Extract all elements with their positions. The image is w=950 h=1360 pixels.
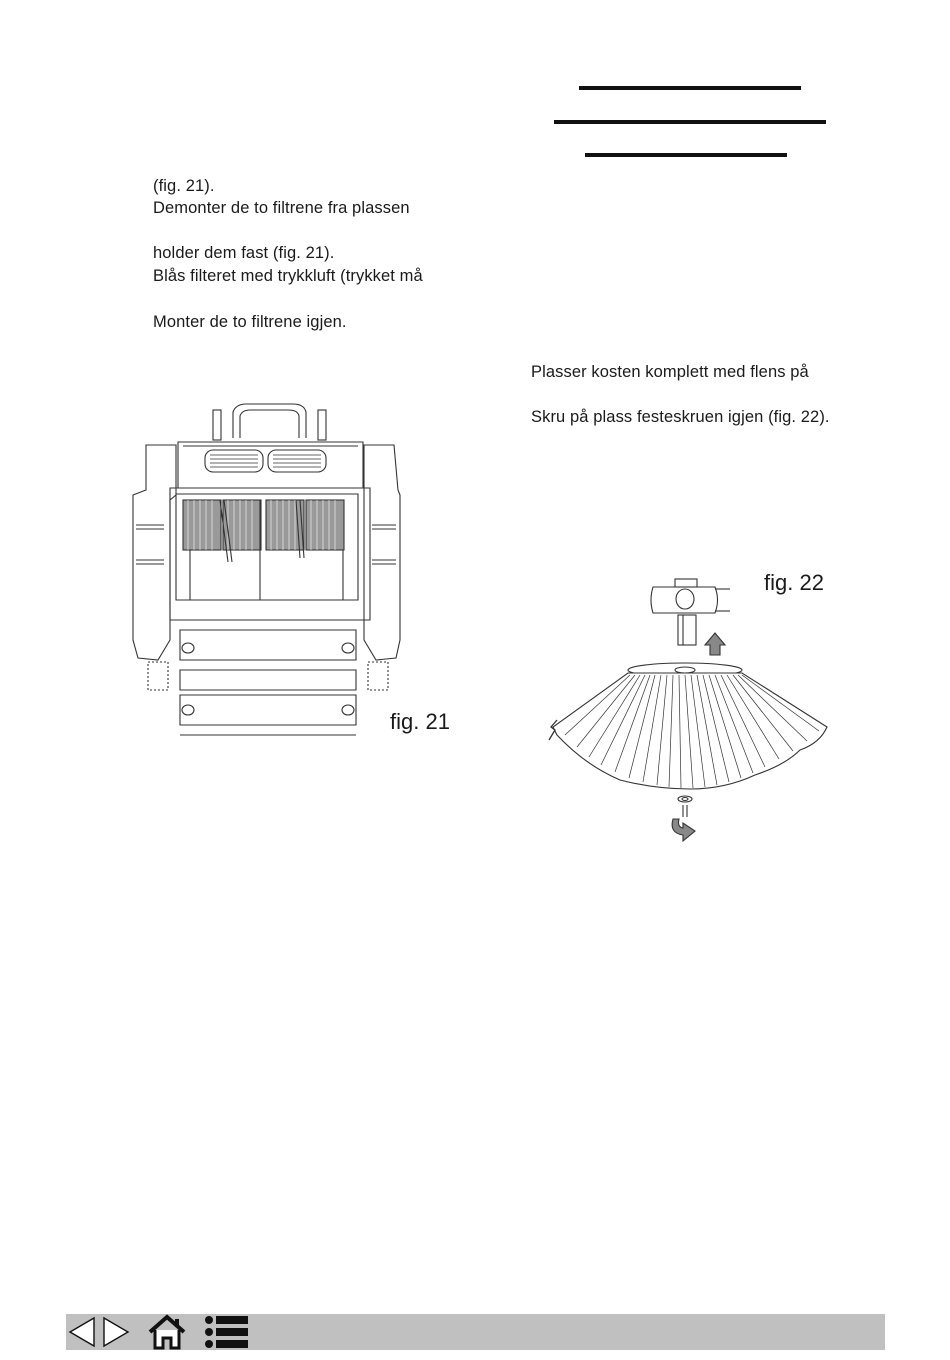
left-text-line: Monter de to filtrene igjen. xyxy=(153,313,347,331)
heading-rule-1 xyxy=(579,86,801,90)
home-icon xyxy=(146,1314,188,1350)
arrow-left-icon xyxy=(66,1314,98,1350)
left-text-line: (fig. 21). xyxy=(153,177,215,195)
filter-housing-illustration xyxy=(128,400,413,740)
contents-button[interactable] xyxy=(202,1314,252,1350)
left-text-line: holder dem fast (fig. 21). xyxy=(153,244,335,262)
side-brush-illustration xyxy=(545,575,835,845)
next-page-button[interactable] xyxy=(100,1314,132,1350)
list-icon xyxy=(202,1314,252,1350)
right-text-line: Plasser kosten komplett med flens på xyxy=(531,363,809,381)
home-button[interactable] xyxy=(146,1314,188,1350)
heading-rule-2 xyxy=(554,120,826,124)
fig21-label: fig. 21 xyxy=(390,709,450,734)
left-text-line: Blås filteret med trykkluft (trykket må xyxy=(153,267,423,285)
right-text-line: Skru på plass festeskruen igjen (fig. 22). xyxy=(531,408,830,426)
fig22-label: fig. 22 xyxy=(764,570,824,595)
previous-page-button[interactable] xyxy=(66,1314,98,1350)
navigation-bar xyxy=(66,1314,885,1350)
left-text-line: Demonter de to filtrene fra plassen xyxy=(153,199,410,217)
heading-rule-3 xyxy=(585,153,787,157)
arrow-right-icon xyxy=(100,1314,132,1350)
